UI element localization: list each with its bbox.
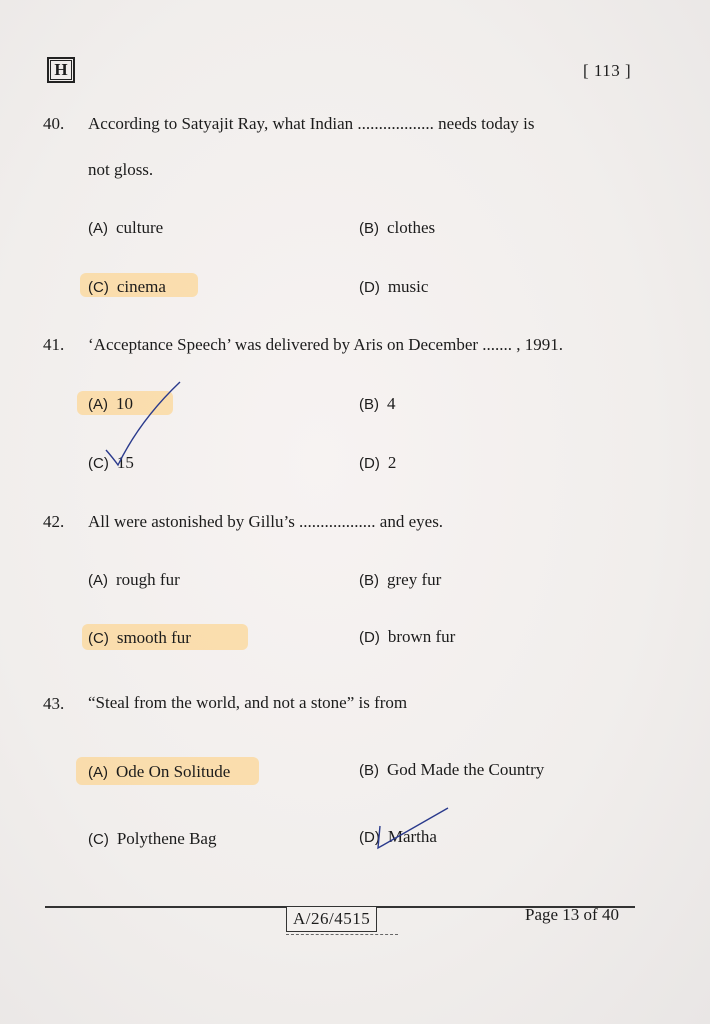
option-text: Polythene Bag <box>116 829 217 848</box>
option[interactable] <box>359 627 455 647</box>
option[interactable] <box>359 277 428 297</box>
booklet-code: A/26/4515 <box>286 906 377 932</box>
option-text: culture <box>116 218 164 237</box>
option-text: 10 <box>116 394 133 413</box>
option-label: (B) <box>359 396 379 413</box>
question-number: 41. <box>43 335 65 354</box>
option-label: (A) <box>88 396 108 413</box>
option-label: (C) <box>88 630 109 647</box>
option[interactable] <box>88 762 230 782</box>
option-text: music <box>387 277 429 296</box>
set-letter-box <box>47 57 75 83</box>
option-label: (C) <box>88 831 109 848</box>
option-text: Martha <box>387 827 437 846</box>
question-text: ‘Acceptance Speech’ was delivered by Aris on December ....... , 1991. <box>88 335 564 354</box>
booklet-code-underline <box>286 934 398 935</box>
option-label: (D) <box>359 629 380 646</box>
question-number: 40. <box>43 114 65 133</box>
question-number: 43. <box>43 694 65 713</box>
option-label: (A) <box>88 572 108 589</box>
question-text-continued: not gloss. <box>88 160 154 179</box>
option-label: (D) <box>359 829 380 846</box>
set-letter: H <box>50 60 71 80</box>
option[interactable] <box>88 218 163 238</box>
question-number: 42. <box>43 512 65 531</box>
option-label: (B) <box>359 572 379 589</box>
option[interactable] <box>88 453 134 473</box>
option[interactable] <box>359 827 437 847</box>
option-text: grey fur <box>387 570 442 589</box>
question-text: “Steal from the world, and not a stone” is from <box>88 693 408 712</box>
option[interactable] <box>88 628 191 648</box>
option[interactable] <box>359 570 441 590</box>
option[interactable] <box>88 570 180 590</box>
option-text: brown fur <box>387 627 456 646</box>
option-text: Ode On Solitude <box>116 762 231 781</box>
question-text: According to Satyajit Ray, what Indian .................. needs today is <box>88 114 535 133</box>
option-label: (B) <box>359 762 379 779</box>
option[interactable] <box>88 394 133 414</box>
option-text: rough fur <box>116 570 180 589</box>
option-text: 4 <box>387 394 396 413</box>
option-label: (C) <box>88 279 109 296</box>
option-text: God Made the Country <box>387 760 545 779</box>
option[interactable] <box>88 829 216 849</box>
question-text: All were astonished by Gillu’s .................. and eyes. <box>88 512 444 531</box>
option[interactable] <box>88 277 166 297</box>
option-text: 15 <box>116 453 134 472</box>
option-label: (A) <box>88 764 108 781</box>
option-label: (C) <box>88 455 109 472</box>
option-label: (A) <box>88 220 108 237</box>
option-text: 2 <box>387 453 397 472</box>
option-text: clothes <box>387 218 436 237</box>
option-label: (D) <box>359 279 380 296</box>
option-text: cinema <box>116 277 166 296</box>
paper-code: [ 113 ] <box>583 61 632 80</box>
option-label: (B) <box>359 220 379 237</box>
page-number: Page 13 of 40 <box>525 905 619 924</box>
option[interactable] <box>359 760 544 780</box>
option-label: (D) <box>359 455 380 472</box>
option-text: smooth fur <box>116 628 191 647</box>
option[interactable] <box>359 218 435 238</box>
option[interactable] <box>359 394 396 414</box>
option[interactable] <box>359 453 396 473</box>
